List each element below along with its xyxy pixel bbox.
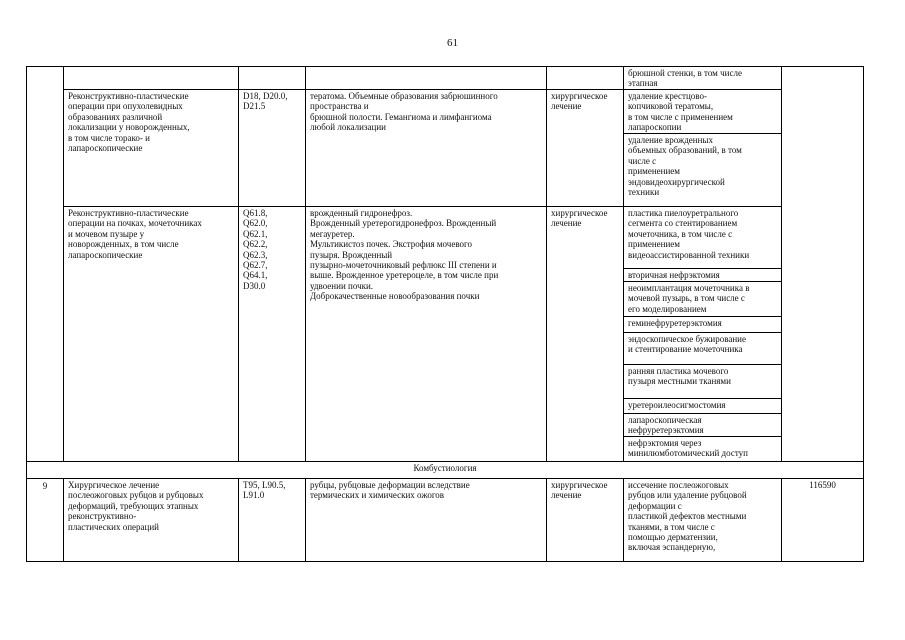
method-cell: эндоскопическое бужирование и стентирование мочеточника <box>624 333 782 365</box>
treatment-cell: хирургическое лечение <box>547 207 624 462</box>
method-cell: ранняя пластика мочевого пузыря местными тканями <box>624 365 782 399</box>
section-title: Комбустиология <box>27 462 864 479</box>
name-cell <box>64 67 239 90</box>
codes-cell: Q61.8, Q62.0, Q62.1, Q62.2, Q62.3, Q62.7, Q64.1, D30.0 <box>239 207 306 462</box>
treatment-cell: хирургическое лечение <box>547 90 624 207</box>
row-number-cell <box>27 67 64 462</box>
method-cell: удаление врожденных объемных образований, в том числе с применением эндовидеохирургической техники <box>624 134 782 207</box>
table-row <box>27 90 864 134</box>
table-row <box>27 479 864 562</box>
name-cell: Реконструктивно-пластические операции на почках, мочеточниках и мочевом пузыре у новорожденных, в том числе лапароскопические <box>64 207 239 462</box>
treatment-cell <box>547 67 624 90</box>
method-cell: вторичная нефрэктомия <box>624 269 782 282</box>
treatment-cell: хирургическое лечение <box>547 479 624 562</box>
price-cell <box>782 67 864 462</box>
method-cell: нефрэктомия через минилюмботомический доступ <box>624 437 782 462</box>
diagnosis-cell: рубцы, рубцовые деформации вследствие термических и химических ожогов <box>306 479 547 562</box>
method-cell: неоимплантация мочеточника в мочевой пузырь, в том числе с его моделированием <box>624 282 782 317</box>
codes-cell <box>239 67 306 90</box>
codes-cell: T95, L90.5, L91.0 <box>239 479 306 562</box>
method-cell: удаление крестцово- копчиковой тератомы, в том числе с применением лапароскопии <box>624 90 782 134</box>
name-cell: Хирургическое лечение послеожоговых рубцов и рубцовых деформаций, требующих этапных реконструктивно- пластических операций <box>64 479 239 562</box>
services-table <box>26 66 864 562</box>
method-cell: уретероилеосигмостомия <box>624 399 782 414</box>
diagnosis-cell: врожденный гидронефроз. Врожденный уретерогидронефроз. Врожденный мегауретер. Мультикистоз почек. Экстрофия мочевого пузыря. Врожденный пузырно-мочеточниковый рефлюкс III степени и выше. Врожденное уретероцеле, в том числе при удвоении почки. Доброкачественные новообразования почки <box>306 207 547 462</box>
price-cell: 116590 <box>782 479 864 562</box>
method-cell: пластика пиелоуретрального сегмента со стентированием мочеточника, в том числе с применением видеоассистированной техники <box>624 207 782 269</box>
method-cell: иссечение послеожоговых рубцов или удаление рубцовой деформации с пластикой дефектов местными тканями, в том числе с помощью дерматензии, включая эспандерную, <box>624 479 782 562</box>
row-number-cell: 9 <box>27 479 64 562</box>
method-cell: лапароскопическая нефруретерэктомия <box>624 414 782 437</box>
codes-cell: D18, D20.0, D21.5 <box>239 90 306 207</box>
method-cell: геминефруретерэктомия <box>624 317 782 333</box>
diagnosis-cell <box>306 67 547 90</box>
diagnosis-cell: тератома. Объемные образования забрюшинного пространства и брюшной полости. Гемангиома и лимфангиома любой локализации <box>306 90 547 207</box>
table-row <box>27 207 864 269</box>
method-cell: брюшной стенки, в том числе этапная <box>624 67 782 90</box>
section-row <box>27 462 864 479</box>
name-cell: Реконструктивно-пластические операции при опухолевидных образованиях различной локализации у новорожденных, в том числе торако- и лапароскопические <box>64 90 239 207</box>
table-row <box>27 67 864 90</box>
page-number: 61 <box>447 37 458 49</box>
